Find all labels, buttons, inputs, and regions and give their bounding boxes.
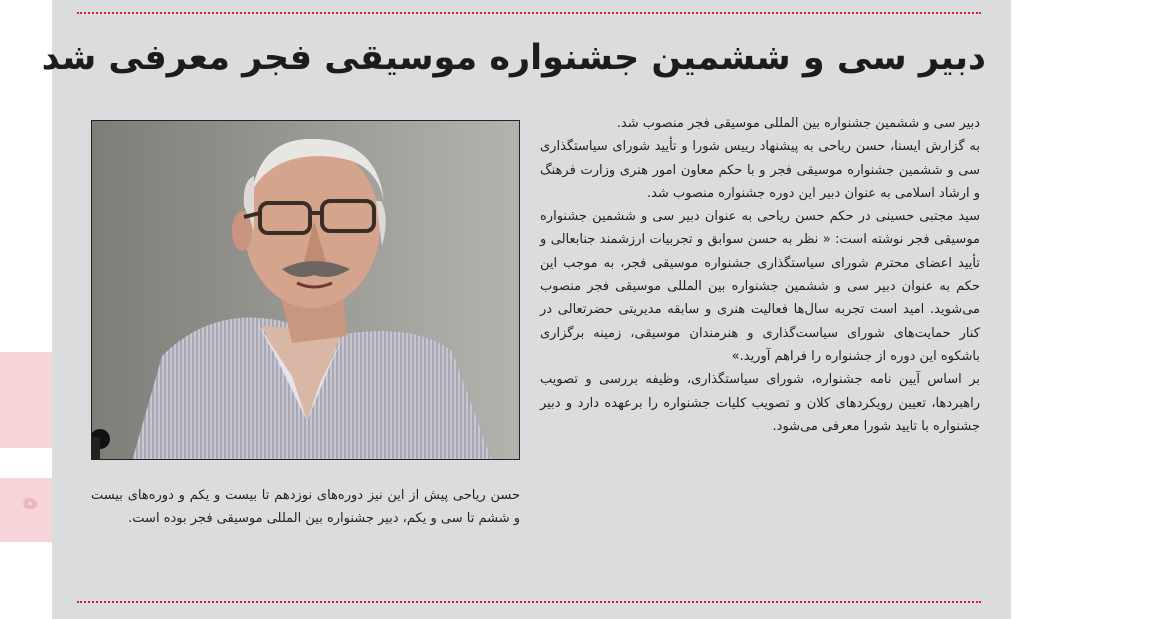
bottom-dotted-rule bbox=[77, 601, 981, 603]
article-panel bbox=[41, 0, 1011, 619]
portrait-photo bbox=[91, 120, 520, 460]
paragraph-4: بر اساس آیین نامه جشنواره، شورای سیاستگذاری، وظیفه بررسی و تصویب راهبردها، تعیین رویکردهای کلان و تصویب کلیات جشنواره را برعهده دارد و دبیر جشنواره با تایید شورا معرفی می‌شود. bbox=[540, 372, 980, 434]
side-mark-glyph: ه bbox=[22, 482, 39, 515]
photo-caption: حسن ریاحی پیش از این نیز دوره‌های نوزدهم تا بیست و یکم و دوره‌های بیست و ششم تا سی و یکم، دبیر جشنواره بین المللی موسیقی فجر بوده است. bbox=[91, 488, 520, 527]
paragraph-3: سید مجتبی حسینی در حکم حسن ریاحی به عنوان دبیر سی و ششمین جشنواره موسیقی فجر نوشته است: « نظر به حسن سوابق و تجربیات ارزشمند جنابعالی و تأیید اعضای محترم شورای سیاستگذاری جشنواره موسیقی فجر، به موجب این حکم به عنوان دبیر سی و ششمین جشنواره بین المللی موسیقی فجر منصوب می‌شوید. امید است تجربه سال‌ها فعالیت هنری و سابقه مدیریتی حضرتعالی در کنار حمایت‌های شورای سیاست‌گذاری و هنرمندان موسیقی، زمینه برگزاری باشکوه این دوره از جشنواره را فراهم آورید.» bbox=[540, 209, 980, 364]
article-body bbox=[540, 112, 980, 438]
article-headline: دبیر سی و ششمین جشنواره موسیقی فجر معرفی شد bbox=[41, 38, 986, 78]
side-decoration-top bbox=[0, 352, 52, 448]
top-dotted-rule bbox=[77, 12, 981, 14]
paragraph-1: دبیر سی و ششمین جشنواره بین المللی موسیقی فجر منصوب شد. bbox=[616, 116, 980, 131]
portrait-photo-icon bbox=[92, 121, 520, 460]
paragraph-2: به گزارش ایسنا، حسن ریاحی به پیشنهاد رییس شورا و تأیید شورای سیاستگذاری سی و ششمین جشنواره موسیقی فجر و با حکم معاون امور هنری وزارت فرهنگ و ارشاد اسلامی به عنوان دبیر این دوره جشنواره منصوب شد. bbox=[540, 139, 980, 201]
